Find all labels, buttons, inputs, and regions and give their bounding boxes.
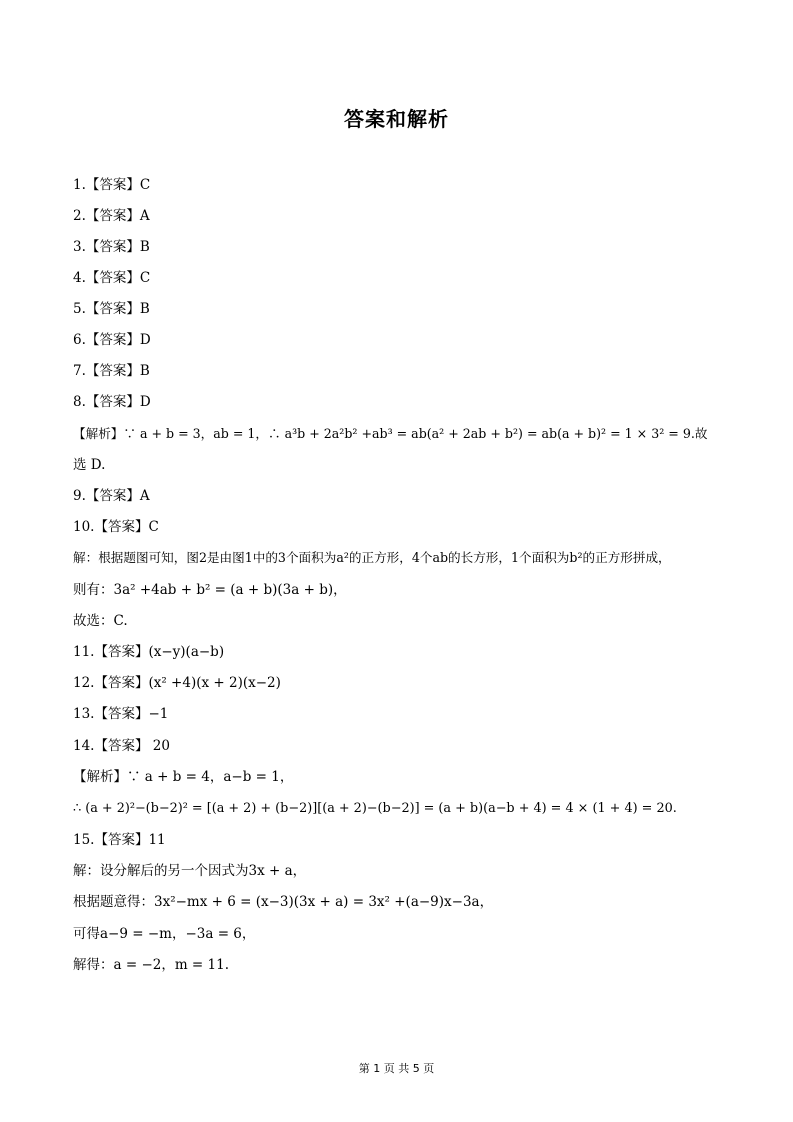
analysis-line-8: 【解析】∵ a + b = 3，ab = 1，∴ a³b + 2a²b² +ab³ = ab(a² + 2ab + b²) = ab(a + b)² = 1 × 3² = 9.故 bbox=[73, 426, 708, 441]
answer-line-15: 15.【答案】11 bbox=[73, 832, 166, 848]
answer-line-14: 14.【答案】 20 bbox=[73, 738, 170, 754]
answer-line-9: 9.【答案】A bbox=[73, 488, 150, 504]
solution-line-10-c: 故选：C. bbox=[73, 613, 128, 629]
analysis-line-14: 【解析】∵ a + b = 4，a−b = 1， bbox=[73, 769, 294, 785]
solution-line-15-d: 解得：a = −2，m = 11. bbox=[73, 957, 230, 973]
answer-line-7: 7.【答案】B bbox=[73, 363, 150, 379]
analysis-line-8-cont: 选 D. bbox=[73, 457, 106, 473]
answer-line-1: 1.【答案】C bbox=[73, 177, 151, 193]
answer-line-13: 13.【答案】−1 bbox=[73, 706, 169, 722]
solution-line-10: 解：根据题图可知，图2是由图1中的3个面积为a²的正方形，4个ab的长方形，1个面积为b²的正方形拼成， bbox=[73, 550, 671, 565]
page-footer: 第 1 页 共 5 页 bbox=[358, 1062, 435, 1075]
answer-line-4: 4.【答案】C bbox=[73, 270, 151, 286]
analysis-line-14-b: ∴ (a + 2)²−(b−2)² = [(a + 2) + (b−2)][(a + 2)−(b−2)] = (a + b)(a−b + 4) = 4 × (1 + 4) = 20. bbox=[73, 801, 677, 816]
answer-line-6: 6.【答案】D bbox=[73, 332, 151, 348]
answer-line-2: 2.【答案】A bbox=[73, 208, 150, 224]
answer-line-5: 5.【答案】B bbox=[73, 301, 150, 317]
page-title: 答案和解析 bbox=[344, 107, 449, 131]
answer-line-8: 8.【答案】D bbox=[73, 394, 151, 410]
answer-line-10: 10.【答案】C bbox=[73, 519, 159, 535]
solution-line-10-b: 则有：3a² +4ab + b² = (a + b)(3a + b)， bbox=[73, 582, 347, 598]
answer-line-11: 11.【答案】(x−y)(a−b) bbox=[73, 644, 225, 660]
answer-line-3: 3.【答案】B bbox=[73, 239, 150, 255]
solution-line-15: 解：设分解后的另一个因式为3x + a， bbox=[73, 863, 307, 879]
solution-line-15-b: 根据题意得：3x²−mx + 6 = (x−3)(3x + a) = 3x² +(a−9)x−3a， bbox=[73, 894, 494, 910]
answer-line-12: 12.【答案】(x² +4)(x + 2)(x−2) bbox=[73, 675, 281, 691]
solution-line-15-c: 可得a−9 = −m，−3a = 6， bbox=[73, 926, 256, 942]
